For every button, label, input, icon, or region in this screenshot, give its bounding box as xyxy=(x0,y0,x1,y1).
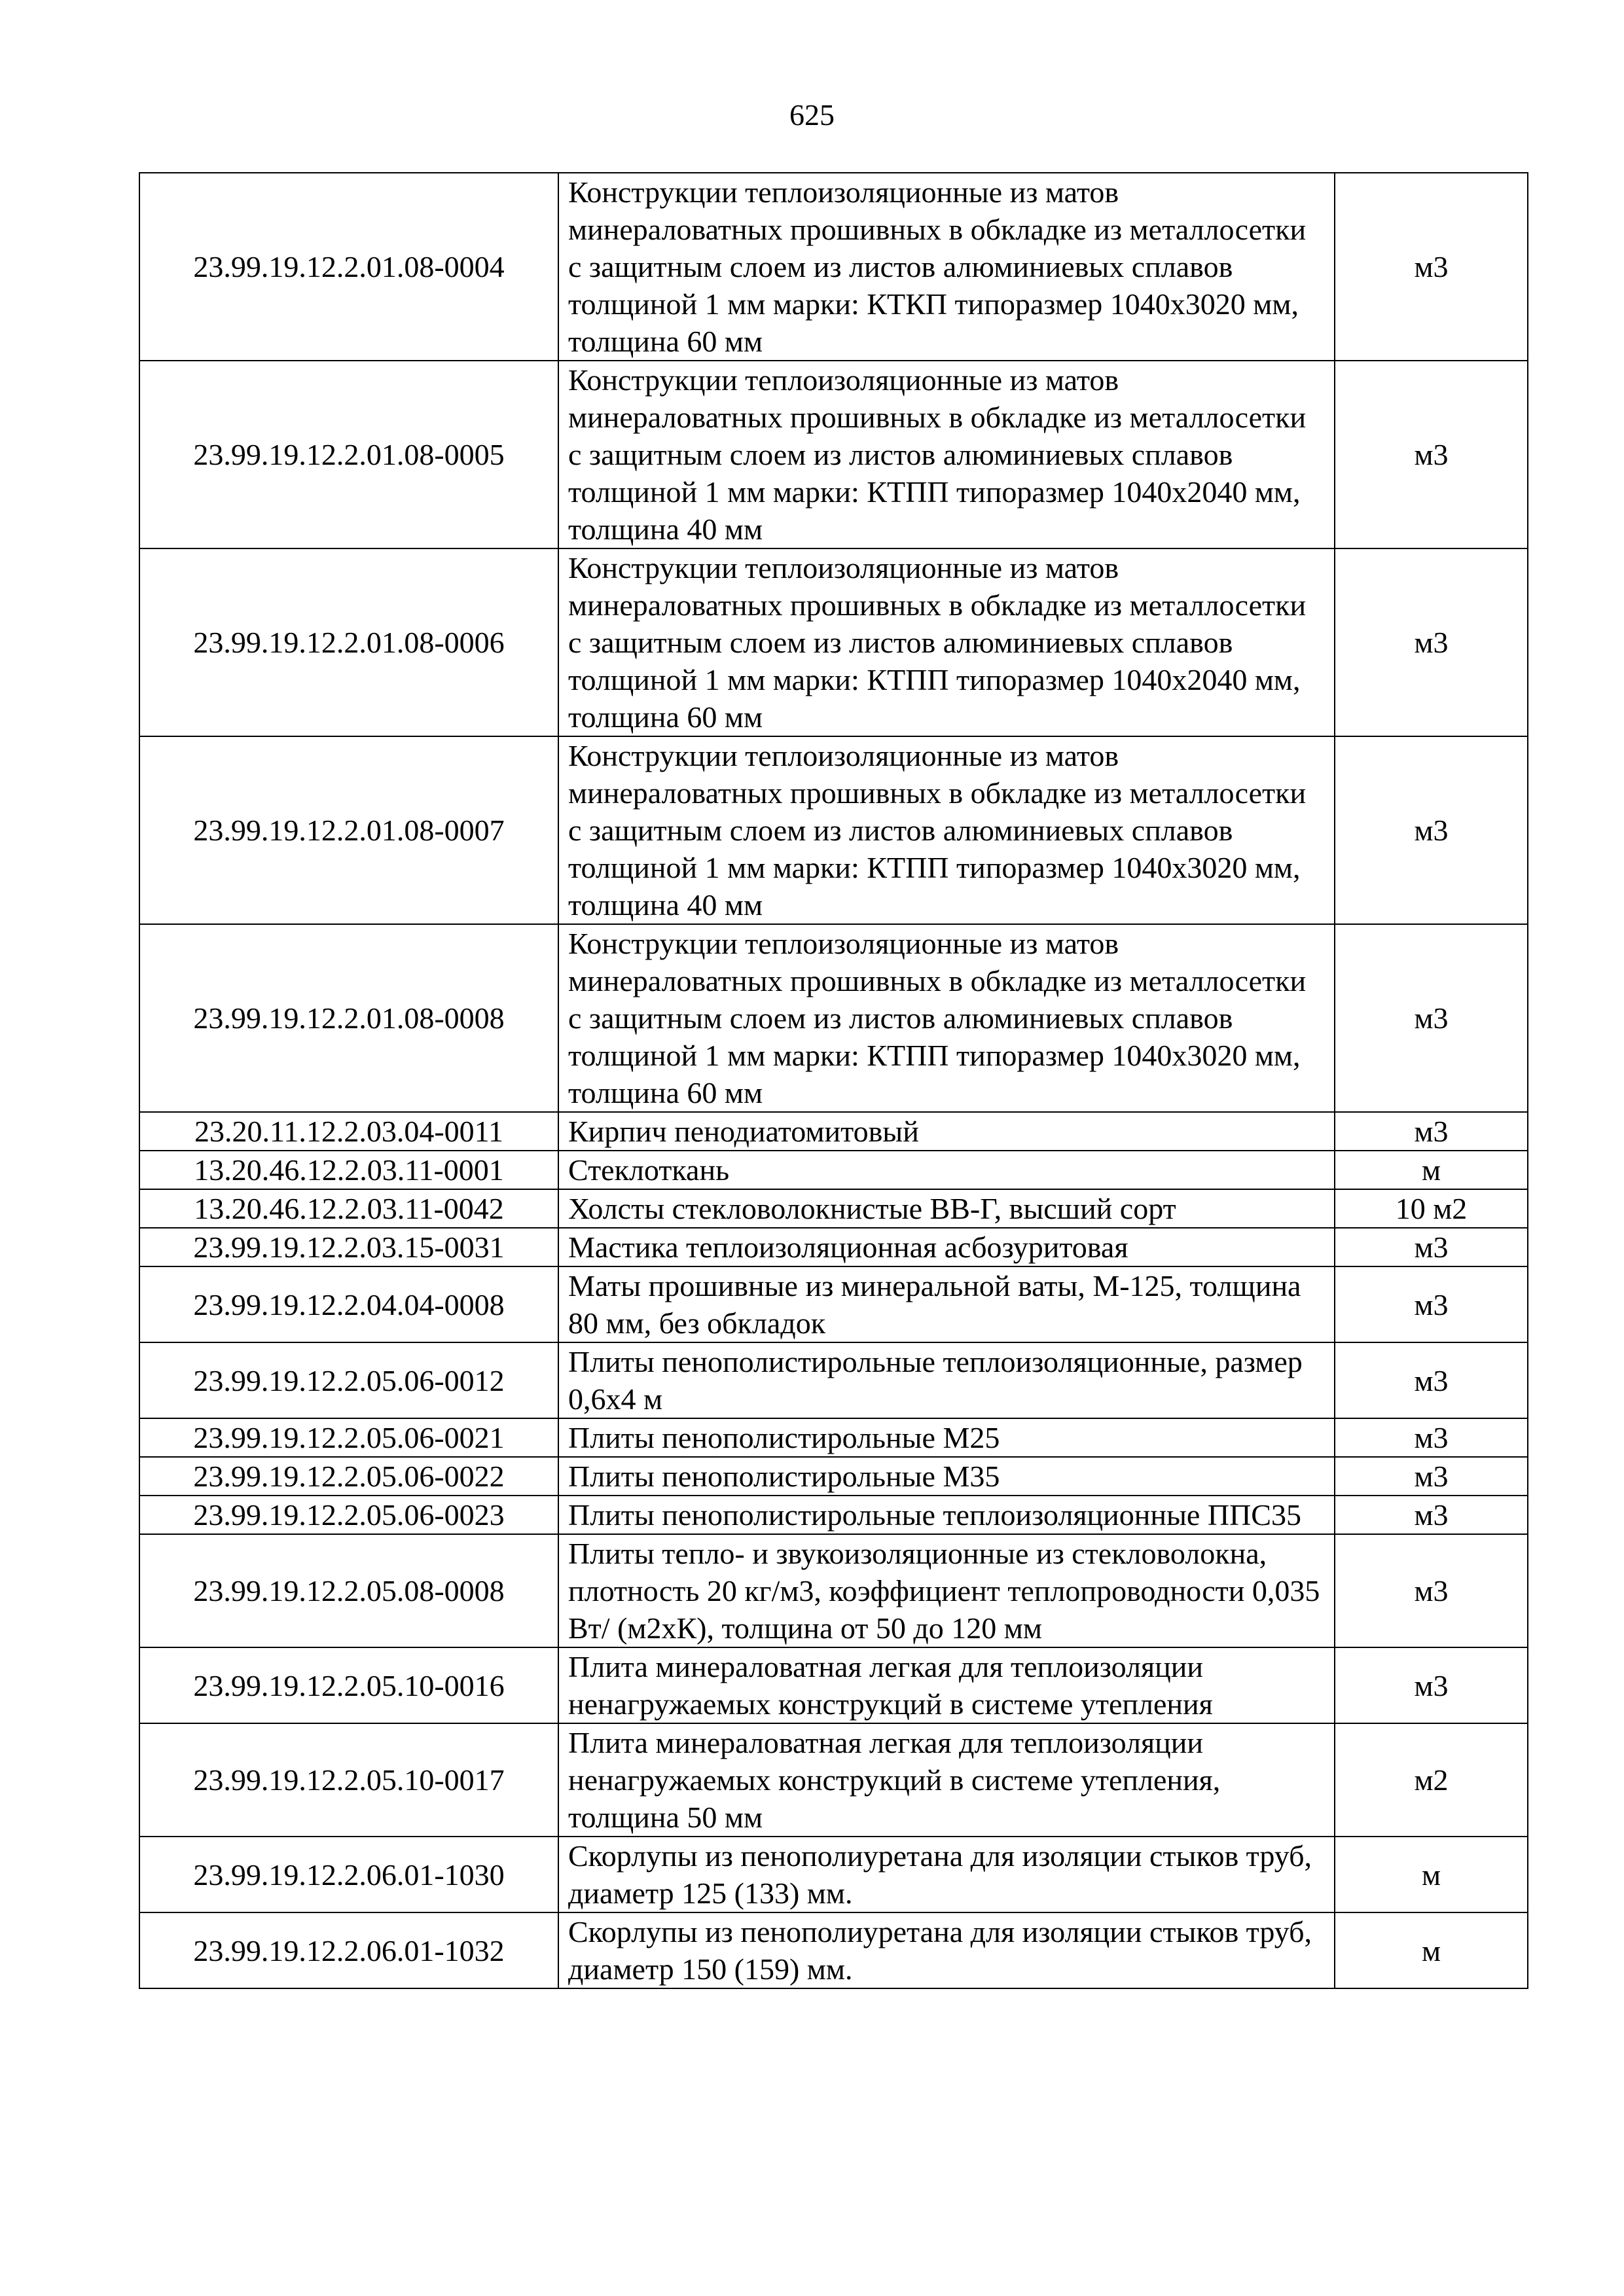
material-unit: м3 xyxy=(1335,1534,1528,1647)
table-row xyxy=(139,1496,1528,1534)
materials-table-body xyxy=(139,173,1528,1988)
material-description: Плита минераловатная легкая для теплоизоляции ненагружаемых конструкций в системе утепления, толщина 50 мм xyxy=(558,1723,1335,1837)
material-code: 13.20.46.12.2.03.11-0042 xyxy=(139,1189,558,1228)
table-row xyxy=(139,1189,1528,1228)
material-description: Стеклоткань xyxy=(558,1151,1335,1189)
material-code: 23.20.11.12.2.03.04-0011 xyxy=(139,1112,558,1151)
page-number: 625 xyxy=(789,98,835,132)
table-row xyxy=(139,1912,1528,1988)
table-row xyxy=(139,1723,1528,1837)
table-row xyxy=(139,1151,1528,1189)
material-unit: м3 xyxy=(1335,1418,1528,1457)
material-unit: м3 xyxy=(1335,173,1528,361)
table-row xyxy=(139,924,1528,1112)
table-row xyxy=(139,1837,1528,1912)
material-unit: м3 xyxy=(1335,1228,1528,1266)
material-unit: 10 м2 xyxy=(1335,1189,1528,1228)
material-description: Конструкции теплоизоляционные из матов минераловатных прошивных в обкладке из металлосетки с защитным слоем из листов алюминиевых сплавов толщиной 1 мм марки: КТКП типоразмер 1040х3020 мм, толщина 60 мм xyxy=(558,173,1335,361)
material-code: 23.99.19.12.2.06.01-1032 xyxy=(139,1912,558,1988)
material-code: 23.99.19.12.2.06.01-1030 xyxy=(139,1837,558,1912)
material-unit: м3 xyxy=(1335,1112,1528,1151)
material-unit: м3 xyxy=(1335,1647,1528,1723)
material-unit: м3 xyxy=(1335,361,1528,548)
table-row xyxy=(139,361,1528,548)
materials-table xyxy=(139,172,1528,1989)
material-description: Маты прошивные из минеральной ваты, М-125, толщина 80 мм, без обкладок xyxy=(558,1266,1335,1342)
table-row xyxy=(139,173,1528,361)
material-code: 23.99.19.12.2.04.04-0008 xyxy=(139,1266,558,1342)
material-unit: м3 xyxy=(1335,736,1528,924)
material-description: Плиты пенополистирольные теплоизоляционные, размер 0,6х4 м xyxy=(558,1342,1335,1418)
material-description: Мастика теплоизоляционная асбозуритовая xyxy=(558,1228,1335,1266)
table-row xyxy=(139,1266,1528,1342)
material-code: 23.99.19.12.2.01.08-0006 xyxy=(139,548,558,736)
material-code: 23.99.19.12.2.05.06-0022 xyxy=(139,1457,558,1496)
table-row xyxy=(139,1228,1528,1266)
material-unit: м xyxy=(1335,1837,1528,1912)
material-description: Конструкции теплоизоляционные из матов минераловатных прошивных в обкладке из металлосетки с защитным слоем из листов алюминиевых сплавов толщиной 1 мм марки: КТПП типоразмер 1040х3020 мм, толщина 40 мм xyxy=(558,736,1335,924)
table-row xyxy=(139,548,1528,736)
material-description: Конструкции теплоизоляционные из матов минераловатных прошивных в обкладке из металлосетки с защитным слоем из листов алюминиевых сплавов толщиной 1 мм марки: КТПП типоразмер 1040х2040 мм, толщина 60 мм xyxy=(558,548,1335,736)
table-row xyxy=(139,1418,1528,1457)
material-unit: м3 xyxy=(1335,924,1528,1112)
material-code: 13.20.46.12.2.03.11-0001 xyxy=(139,1151,558,1189)
material-code: 23.99.19.12.2.05.06-0023 xyxy=(139,1496,558,1534)
table-row xyxy=(139,1534,1528,1647)
material-description: Скорлупы из пенополиуретана для изоляции стыков труб, диаметр 125 (133) мм. xyxy=(558,1837,1335,1912)
table-row xyxy=(139,736,1528,924)
material-unit: м3 xyxy=(1335,548,1528,736)
material-description: Скорлупы из пенополиуретана для изоляции стыков труб, диаметр 150 (159) мм. xyxy=(558,1912,1335,1988)
material-unit: м xyxy=(1335,1151,1528,1189)
table-row xyxy=(139,1647,1528,1723)
material-description: Плита минераловатная легкая для теплоизоляции ненагружаемых конструкций в системе утепления xyxy=(558,1647,1335,1723)
material-code: 23.99.19.12.2.05.10-0017 xyxy=(139,1723,558,1837)
material-unit: м3 xyxy=(1335,1496,1528,1534)
table-row xyxy=(139,1457,1528,1496)
material-unit: м3 xyxy=(1335,1266,1528,1342)
material-code: 23.99.19.12.2.05.06-0021 xyxy=(139,1418,558,1457)
material-code: 23.99.19.12.2.01.08-0005 xyxy=(139,361,558,548)
material-unit: м3 xyxy=(1335,1342,1528,1418)
material-code: 23.99.19.12.2.01.08-0007 xyxy=(139,736,558,924)
material-description: Плиты тепло- и звукоизоляционные из стекловолокна, плотность 20 кг/м3, коэффициент теплопроводности 0,035 Вт/ (м2хК), толщина от 50 до 120 мм xyxy=(558,1534,1335,1647)
material-description: Холсты стекловолокнистые ВВ-Г, высший сорт xyxy=(558,1189,1335,1228)
material-code: 23.99.19.12.2.01.08-0008 xyxy=(139,924,558,1112)
material-code: 23.99.19.12.2.03.15-0031 xyxy=(139,1228,558,1266)
material-code: 23.99.19.12.2.05.10-0016 xyxy=(139,1647,558,1723)
material-description: Плиты пенополистирольные теплоизоляционные ППС35 xyxy=(558,1496,1335,1534)
table-row xyxy=(139,1112,1528,1151)
material-description: Плиты пенополистирольные М35 xyxy=(558,1457,1335,1496)
material-unit: м3 xyxy=(1335,1457,1528,1496)
material-description: Кирпич пенодиатомитовый xyxy=(558,1112,1335,1151)
material-code: 23.99.19.12.2.05.08-0008 xyxy=(139,1534,558,1647)
material-description: Конструкции теплоизоляционные из матов минераловатных прошивных в обкладке из металлосетки с защитным слоем из листов алюминиевых сплавов толщиной 1 мм марки: КТПП типоразмер 1040х2040 мм, толщина 40 мм xyxy=(558,361,1335,548)
material-description: Конструкции теплоизоляционные из матов минераловатных прошивных в обкладке из металлосетки с защитным слоем из листов алюминиевых сплавов толщиной 1 мм марки: КТПП типоразмер 1040х3020 мм, толщина 60 мм xyxy=(558,924,1335,1112)
table-row xyxy=(139,1342,1528,1418)
material-code: 23.99.19.12.2.05.06-0012 xyxy=(139,1342,558,1418)
material-description: Плиты пенополистирольные М25 xyxy=(558,1418,1335,1457)
material-code: 23.99.19.12.2.01.08-0004 xyxy=(139,173,558,361)
material-unit: м2 xyxy=(1335,1723,1528,1837)
material-unit: м xyxy=(1335,1912,1528,1988)
